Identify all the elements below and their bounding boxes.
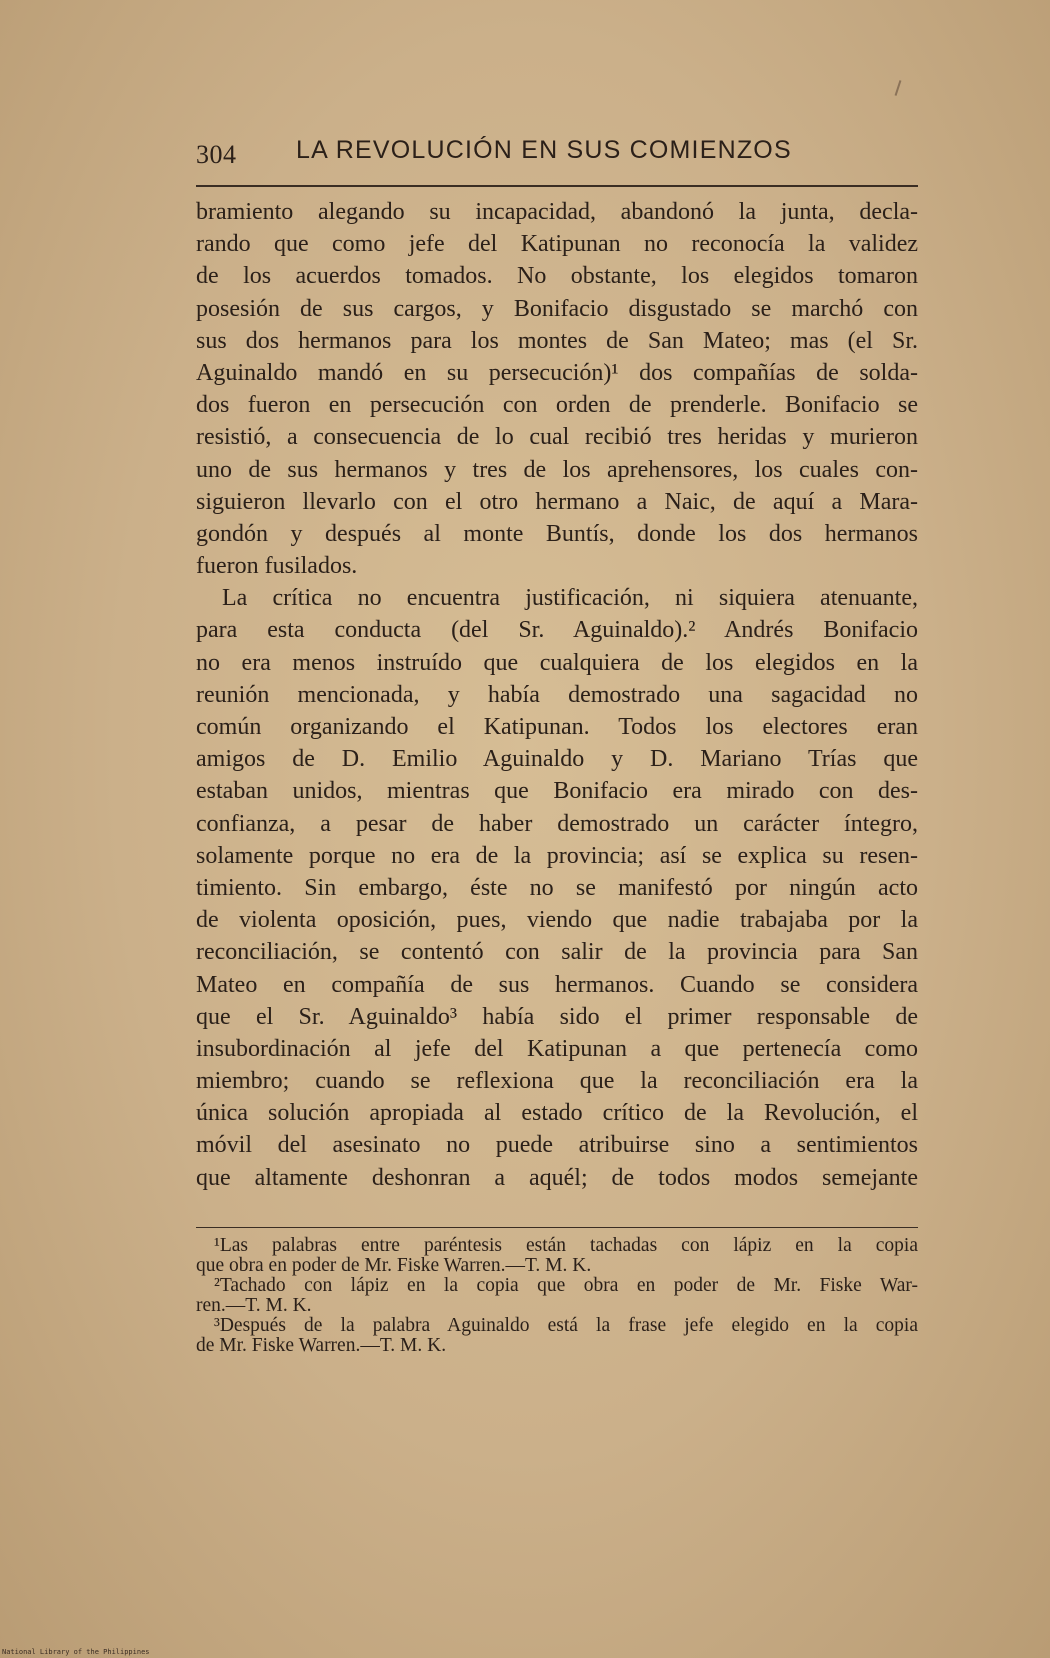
footnote-line: ren.—T. M. K. bbox=[196, 1295, 312, 1316]
footnote-line: que obra en poder de Mr. Fiske Warren.—T. M. K. bbox=[196, 1255, 592, 1276]
page-number: 304 bbox=[196, 140, 237, 169]
pencil-mark bbox=[895, 80, 902, 96]
body-line: de los acuerdos tomados. No obstante, los elegidos tomaron bbox=[196, 263, 918, 290]
body-line: que el Sr. Aguinaldo³ había sido el primer responsable de bbox=[196, 1003, 918, 1030]
footnote-line: ¹Las palabras entre paréntesis están tachadas con lápiz en la copia bbox=[214, 1235, 918, 1256]
body-line: móvil del asesinato no puede atribuirse sino a sentimientos bbox=[196, 1132, 918, 1159]
header-rule bbox=[196, 185, 918, 187]
body-line: siguieron llevarlo con el otro hermano a Naic, de aquí a Mara- bbox=[196, 488, 918, 515]
body-line: Mateo en compañía de sus hermanos. Cuando se considera bbox=[196, 971, 918, 998]
body-line: estaban unidos, mientras que Bonifacio era mirado con des- bbox=[196, 778, 918, 805]
body-text bbox=[196, 196, 918, 1194]
footnote-rule bbox=[196, 1227, 918, 1228]
body-line: miembro; cuando se reflexiona que la reconciliación era la bbox=[196, 1068, 918, 1095]
footnotes bbox=[196, 1236, 918, 1356]
body-line: no era menos instruído que cualquiera de los elegidos en la bbox=[196, 649, 918, 676]
body-line: única solución apropiada al estado crítico de la Revolución, el bbox=[196, 1100, 918, 1127]
body-line: fueron fusilados. bbox=[196, 553, 358, 580]
body-line: posesión de sus cargos, y Bonifacio disgustado se marchó con bbox=[196, 295, 918, 322]
body-line: para esta conducta (del Sr. Aguinaldo).² Andrés Bonifacio bbox=[196, 617, 918, 644]
body-line: amigos de D. Emilio Aguinaldo y D. Mariano Trías que bbox=[196, 746, 918, 773]
body-line: insubordinación al jefe del Katipunan a que pertenecía como bbox=[196, 1035, 918, 1062]
body-line: sus dos hermanos para los montes de San Mateo; mas (el Sr. bbox=[196, 327, 918, 354]
body-line: confianza, a pesar de haber demostrado un carácter íntegro, bbox=[196, 810, 918, 837]
body-line: bramiento alegando su incapacidad, abandonó la junta, decla- bbox=[196, 199, 918, 225]
page-header bbox=[196, 136, 920, 176]
body-line: uno de sus hermanos y tres de los aprehensores, los cuales con- bbox=[196, 456, 918, 483]
library-credit: National Library of the Philippines bbox=[2, 1648, 150, 1656]
body-line: La crítica no encuentra justificación, ni siquiera atenuante, bbox=[222, 585, 918, 612]
body-line: Aguinaldo mandó en su persecución)¹ dos compañías de solda- bbox=[196, 359, 918, 386]
body-line: de violenta oposición, pues, viendo que nadie trabajaba por la bbox=[196, 907, 918, 934]
body-line: reconciliación, se contentó con salir de la provincia para San bbox=[196, 939, 918, 966]
body-line: dos fueron en persecución con orden de prenderle. Bonifacio se bbox=[196, 392, 918, 419]
body-line: timiento. Sin embargo, éste no se manifestó por ningún acto bbox=[196, 874, 918, 901]
body-line: reunión mencionada, y había demostrado una sagacidad no bbox=[196, 681, 918, 708]
running-head: LA REVOLUCIÓN EN SUS COMIENZOS bbox=[296, 136, 792, 164]
body-line: solamente porque no era de la provincia; así se explica su resen- bbox=[196, 842, 918, 869]
body-line: gondón y después al monte Buntís, donde los dos hermanos bbox=[196, 520, 918, 547]
footnote-line: ²Tachado con lápiz en la copia que obra en poder de Mr. Fiske War- bbox=[214, 1275, 918, 1296]
body-line: común organizando el Katipunan. Todos los electores eran bbox=[196, 714, 918, 740]
footnote-line: de Mr. Fiske Warren.—T. M. K. bbox=[196, 1335, 447, 1356]
footnote-line: ³Después de la palabra Aguinaldo está la frase jefe elegido en la copia bbox=[214, 1315, 918, 1336]
body-line: resistió, a consecuencia de lo cual recibió tres heridas y murieron bbox=[196, 424, 918, 451]
body-line: que altamente deshonran a aquél; de todos modos semejante bbox=[196, 1164, 918, 1191]
body-line: rando que como jefe del Katipunan no reconocía la validez bbox=[196, 231, 918, 258]
